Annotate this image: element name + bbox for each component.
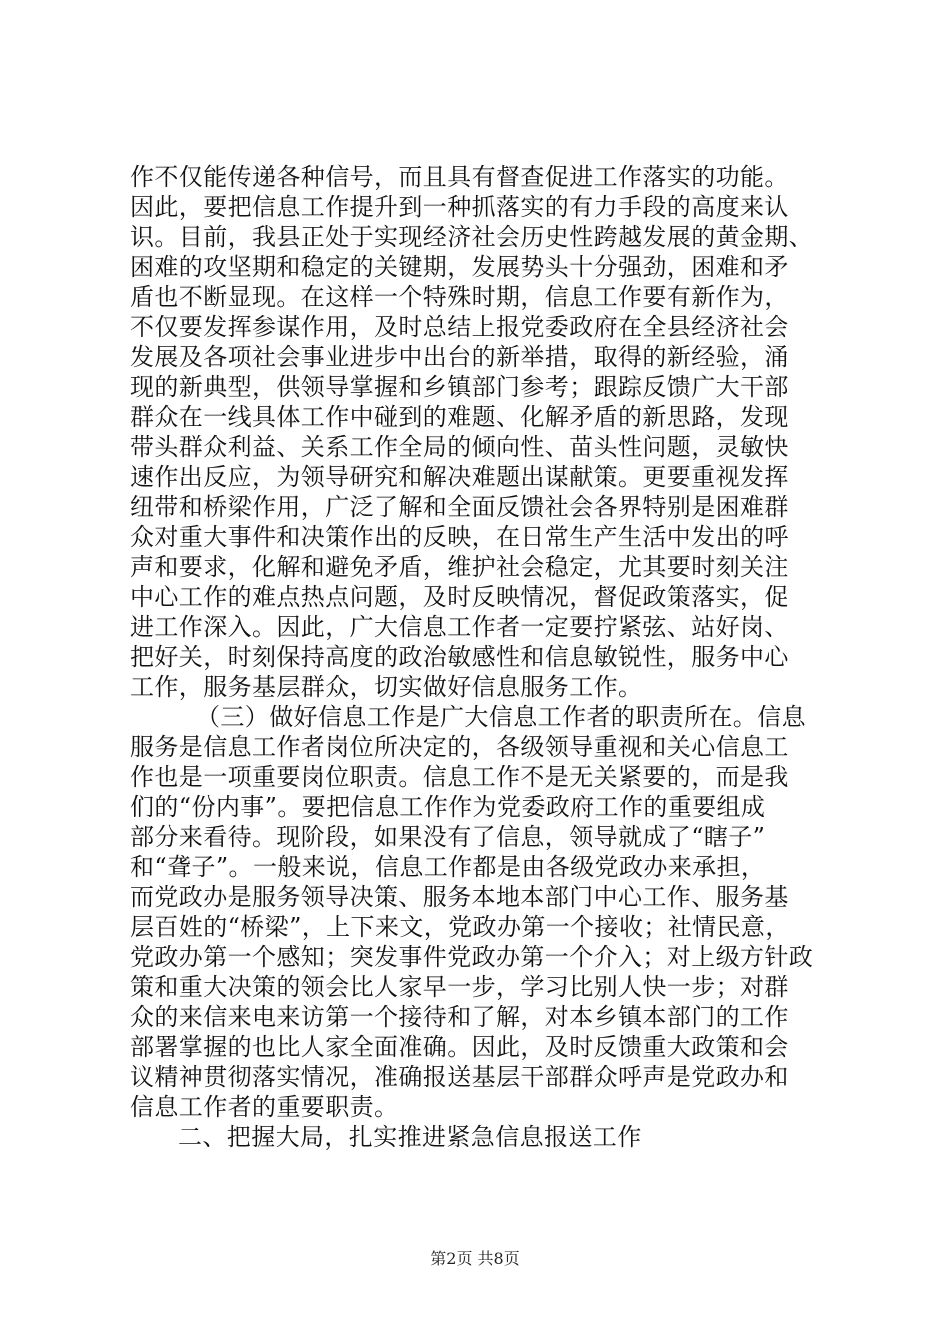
text-line: 党政办第一个感知；突发事件党政办第一个介入；对上级方针政 <box>130 943 814 971</box>
text-line: 众的来信来电来访第一个接待和了解，对本乡镇本部门的工作 <box>130 1003 789 1031</box>
text-line: 盾也不断显现。在这样一个特殊时期，信息工作要有新作为， <box>130 283 789 311</box>
text-line: 速作出反应，为领导研究和解决难题出谋献策。更要重视发挥 <box>130 463 789 491</box>
text-line: 困难的攻坚期和稳定的关键期，发展势头十分强劲，困难和矛 <box>130 253 789 281</box>
text-line: 不仅要发挥参谋作用，及时总结上报党委政府在全县经济社会 <box>130 313 789 341</box>
text-line: 层百姓的“桥梁”，上下来文，党政办第一个接收；社情民意， <box>130 913 790 941</box>
text-line: 部署掌握的也比人家全面准确。因此，及时反馈重大政策和会 <box>130 1033 789 1061</box>
body-text <box>130 162 830 1152</box>
text-line: 们的“份内事”。要把信息工作作为党委政府工作的重要组成 <box>130 793 766 821</box>
text-line: 识。目前，我县正处于实现经济社会历史性跨越发展的黄金期、 <box>130 223 814 251</box>
text-line: 群众在一线具体工作中碰到的难题、化解矛盾的新思路，发现 <box>130 403 789 431</box>
text-line: 纽带和桥梁作用，广泛了解和全面反馈社会各界特别是困难群 <box>130 493 789 521</box>
text-line: 作也是一项重要岗位职责。信息工作不是无关紧要的，而是我 <box>130 763 789 791</box>
text-line: 工作，服务基层群众，切实做好信息服务工作。 <box>130 673 643 701</box>
text-line: 声和要求，化解和避免矛盾，维护社会稳定，尤其要时刻关注 <box>130 553 789 581</box>
text-line: 议精神贯彻落实情况，准确报送基层干部群众呼声是党政办和 <box>130 1063 789 1091</box>
text-line: 服务是信息工作者岗位所决定的，各级领导重视和关心信息工 <box>130 733 789 761</box>
text-line: 策和重大决策的领会比人家早一步，学习比别人快一步；对群 <box>130 973 789 1001</box>
text-line: 而党政办是服务领导决策、服务本地本部门中心工作、服务基 <box>130 883 789 911</box>
text-line: 带头群众利益、关系工作全局的倾向性、苗头性问题，灵敏快 <box>130 433 789 461</box>
text-line: 部分来看待。现阶段，如果没有了信息，领导就成了“瞎子” <box>130 823 766 851</box>
text-line: 把好关，时刻保持高度的政治敏感性和信息敏锐性，服务中心 <box>130 643 789 671</box>
text-line: 和“聋子”。一般来说，信息工作都是由各级党政办来承担， <box>130 853 766 881</box>
text-line: 作不仅能传递各种信号，而且具有督查促进工作落实的功能。 <box>130 163 789 191</box>
text-line: 信息工作者的重要职责。 <box>130 1093 399 1121</box>
text-line: 众对重大事件和决策作出的反映，在日常生产生活中发出的呼 <box>130 523 789 551</box>
section-heading-2: 二、把握大局，扎实推进紧急信息报送工作 <box>178 1123 642 1151</box>
text-line: 发展及各项社会事业进步中出台的新举措，取得的新经验，涌 <box>130 343 789 371</box>
text-line: 现的新典型，供领导掌握和乡镇部门参考；跟踪反馈广大干部 <box>130 373 789 401</box>
text-line: 因此，要把信息工作提升到一种抓落实的有力手段的高度来认 <box>130 193 789 221</box>
page-footer: 第2页 共8页 <box>430 1249 520 1268</box>
section-heading-3: （三）做好信息工作是广大信息工作者的职责所在。信息 <box>196 703 806 731</box>
text-line: 进工作深入。因此，广大信息工作者一定要拧紧弦、站好岗、 <box>130 613 789 641</box>
text-line: 中心工作的难点热点问题，及时反映情况，督促政策落实，促 <box>130 583 789 611</box>
